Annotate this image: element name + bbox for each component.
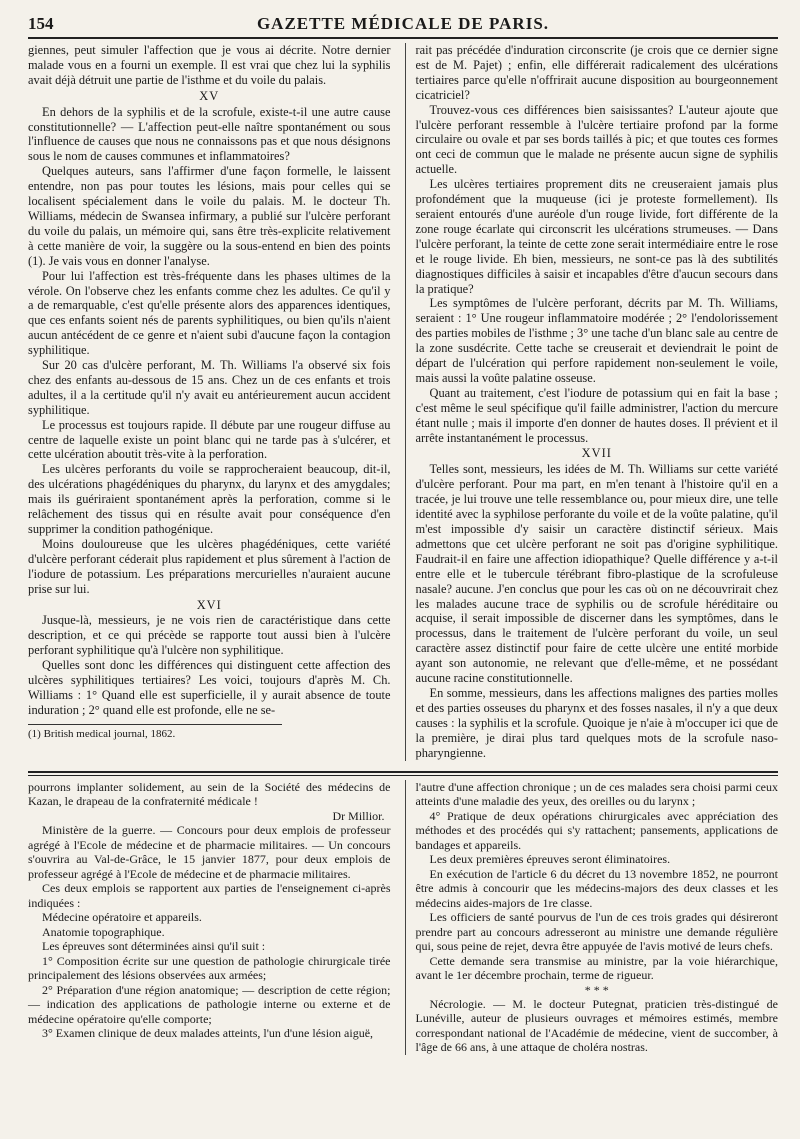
section-divider [28, 775, 778, 776]
paragraph: Les épreuves sont déterminées ainsi qu'il suit : [42, 939, 266, 953]
lower-right-column [405, 780, 779, 1055]
upper-right-column [405, 43, 779, 761]
paragraph: Nécrologie. — M. le docteur Putegnat, praticien très-distingué de Lunéville, auteur de plusieurs ouvrages et mémoires estimés, membre correspondant national de l'Académie de médecine, vient de succomber, à l'âge de 66 ans, à une attaque de choléra nostras. [415, 996, 778, 1054]
paragraph: Le processus est toujours rapide. Il débute par une rougeur diffuse au centre de laquelle existe un point blanc qui ne tarde pas à s'ulcérer, et cette ulcération aboutit très-vite à la perforation. [28, 417, 391, 462]
paragraph: Ces deux emplois se rapportent aux parties de l'enseignement ci-après indiquées : [28, 881, 391, 910]
paragraph: giennes, peut simuler l'affection que je vous ai décrite. Notre dernier malade vous en a fourni un exemple. Il est vrai que chez lui la syphilis avait déjà détruit une partie de l'isthme et du voile du palais. [28, 43, 391, 87]
footnote: (1) British medical journal, 1862. [28, 724, 282, 741]
separator-stars: * * * [584, 982, 609, 997]
page-number: 154 [28, 14, 54, 33]
paragraph: Ministère de la guerre. — Concours pour deux emplois de professeur agrégé à l'Ecole de médecine et de pharmacie militaires. — Un concours s'ouvrira au Val-de-Grâce, le 15 janvier 1877, pour deux emplois de professeur agrégé à l'Ecole de médecine et de pharmacie militaires. [28, 823, 391, 881]
paragraph: Les deux premières épreuves seront éliminatoires. [429, 852, 671, 866]
upper-left-column [28, 43, 391, 761]
section-divider [28, 771, 778, 773]
paragraph: 3° Examen clinique de deux malades atteints, l'un d'une lésion aiguë, [42, 1026, 374, 1040]
signature: Dr Millior. [332, 808, 385, 823]
paragraph: rait pas précédée d'induration circonscrite (je crois que ce dernier signe est de M. Pajet) ; enfin, elle différerait radicalement des ulcérations tertiaires parce qu'elle n'offrirait aucune disposition au bourgeonnement cicatriciel? [415, 43, 778, 102]
lower-columns [28, 780, 778, 1055]
lower-left-column [28, 780, 391, 1055]
paragraph: En dehors de la syphilis et de la scrofule, existe-t-il une autre cause constitutionnelle? — L'affection peut-elle naître spontanément ou sous l'influence de causes que nous ne connaissons pas et que nous désignons sous le nom de causes communes et inflammatoires? [28, 104, 391, 164]
paragraph: Médecine opératoire et appareils. [42, 910, 202, 924]
paragraph: Anatomie topographique. [42, 924, 165, 939]
paragraph: Pour lui l'affection est très-fréquente dans les phases ultimes de la vérole. On l'observe chez les enfants comme chez les adultes. Ce qu'il y a de remarquable, c'est qu'elle présente alors des apparences identiques, que ces enfants soient nés de parents syphilitiques, ou bien qu'ils n'aient aucun antécédent de ce genre et n'aient subi d'aucune façon la contagion syphilitique. [28, 268, 391, 358]
paragraph: Quelques auteurs, sans l'affirmer d'une façon formelle, le laissent entendre, non pas pour toutes les lésions, mais pour celles qui se localisent spécialement dans le voile du palais. M. le docteur Th. Williams, médecin de Swansea infirmary, a publié sur l'ulcère perforant du voile du palais, un mémoire qui, sans être très-explicite relativement à cette manière de voir, la suggère ou la sous-entend en bien des points (1). Je vais vous en donner l'analyse. [28, 164, 391, 268]
paragraph: Les ulcères tertiaires proprement dits ne creuseraient jamais plus profondément que la muqueuse (ici je proteste formellement). Ils seraient entourés d'une auréole d'un rouge livide, fort différente de la zone rouge écarlate qui circonscrit les ulcérations strumeuses. — Dans l'ulcère perforant, la teinte de cette zone serait intermédiaire entre le rose et le rouge livide. Eh bien, messieurs, ne sont-ce pas là des subtilités diagnostiques difficiles à saisir et incapables d'être d'aucun secours dans la pratique? [415, 177, 778, 296]
paragraph: 1° Composition écrite sur une question de pathologie chirurgicale tirée principalement des lésions observées aux armées; [28, 953, 391, 982]
paragraph: 2° Préparation d'une région anatomique; — description de cette région; — indication des applications de pathologie interne ou externe et de médecine opératoire qu'elle comporte; [28, 982, 391, 1026]
paragraph: Cette demande sera transmise au ministre, par la voie hiérarchique, avant le 1er décembre prochain, terme de rigueur. [415, 953, 778, 982]
paragraph: Trouvez-vous ces différences bien saisissantes? L'auteur ajoute que l'ulcère perforant ressemble à l'ulcère tertiaire profond par la forme circulaire ou ovale et par ses bords taillés à pic; et que toutes ces formes ont ceci de commun que le malade ne présente aucun signe de syphilis actuelle. [415, 102, 778, 177]
section-number: XVII [581, 446, 612, 461]
paragraph: 4° Pratique de deux opérations chirurgicales avec appréciation des méthodes et des procédés qui s'y rattachent; pansements, applications de bandages et appareils. [415, 808, 778, 852]
paragraph: Quant au traitement, c'est l'iodure de potassium qui en fait la base ; c'est même le seul spécifique qu'il faille administrer, l'action du mercure étant nulle ; mais il importe d'en donner de hautes doses. Il prévient et il arrête instantanément le processus. [415, 385, 778, 445]
paragraph: Moins douloureuse que les ulcères phagédéniques, cette variété d'ulcère perforant céderait plus rapidement et plus sûrement à l'action de l'iodure de potassium. Les préparations mercurielles n'auraient aucune prise sur lui. [28, 536, 391, 596]
paragraph: En exécution de l'article 6 du décret du 13 novembre 1852, ne pourront être admis à concourir que les médecins-majors des deux classes et les médecins aides-majors de 1re classe. [415, 866, 778, 910]
paragraph: Telles sont, messieurs, les idées de M. Th. Williams sur cette variété d'ulcère perforant. Pour ma part, en m'en tenant à l'histoire qu'il en a tracée, je lui trouve une telle ressemblance ou, pour mieux dire, une telle identité avec la syphilose perforante du voile et de la voûte palatine, qu'il m'est impossible d'y saisir un caractère distinctif sérieux. Mais admettons que cet ulcère perforant ne soit pas d'origine syphilitique. Faudrait-il en faire une affection idiopathique? Quelle différence y a-t-il entre elle et le tubercule térébrant fibro-plastique de la scrofuleuse nasale? aucune. J'en conclus que pour les cas où on ne découvrirait chez les malades aucune trace de syphilis ou de scrofule héréditaire ou acquise, il serait impossible de discerner dans les symptômes, dans le processus, dans le traitement de l'ulcère perforant du voile, un seul caractère assez distinctif pour faire de cette ulcère une entité morbide ayant son autonomie, ne relevant que d'elle-même, et ne possédant aucune racine constitutionnelle. [415, 462, 778, 686]
section-number: XVI [196, 597, 222, 612]
paragraph: Les ulcères perforants du voile se rapprocheraient beaucoup, dit-il, des ulcérations phagédéniques du pharynx, du larynx et des amygdales; mais ils guériraient spontanément après la perforation, comme si le relâchement des tissus qui en résulte avait pour conséquence d'en supprimer la condition pathogénique. [28, 462, 391, 536]
upper-columns [28, 43, 778, 761]
paragraph: Jusque-là, messieurs, je ne vois rien de caractéristique dans cette description, et ce qui précède se rapporte tout aussi bien à l'ulcère perforant syphilitique qu'à l'ulcère non syphilitique. [28, 613, 391, 658]
paragraph: En somme, messieurs, dans les affections malignes des parties molles et des parties osseuses du pharynx et des fosses nasales, il n'y a que deux causes : la syphilis et la scrofule. Quoique je n'aie à m'occuper ici que de la première, je dirai plus tard quelques mots de la scrofule naso-pharyngienne. [415, 685, 778, 760]
paragraph: l'autre d'une affection chronique ; un de ces malades sera choisi parmi ceux atteints d'une maladie des yeux, des oreilles ou du larynx ; [415, 779, 778, 808]
paragraph: pourrons implanter solidement, au sein de la Société des médecins de Kazan, le drapeau de la confraternité médicale ! [28, 779, 391, 808]
section-number: XV [199, 88, 220, 103]
page-header [28, 14, 778, 39]
paragraph: Les officiers de santé pourvus de l'un de ces trois grades qui désireront prendre part au concours adresseront au ministre une demande régulière qui, sous peine de rejet, devra être appuyée de l'avis motivé de leurs chefs. [415, 910, 778, 953]
paragraph: Sur 20 cas d'ulcère perforant, M. Th. Williams l'a observé six fois chez des enfants au-dessous de 15 ans. Chez un de ces enfants et trois adultes, il a la certitude qu'il n'y avait eu antérieurement aucun accident syphilitique. [28, 358, 391, 417]
paragraph: Quelles sont donc les différences qui distinguent cette affection des ulcères syphilitiques tertiaires? Les voici, toujours d'après M. Ch. Williams : 1° Quand elle est superficielle, il y aurait absence de toute induration ; 2° quand elle est profonde, elle ne se- [28, 658, 391, 717]
journal-title: GAZETTE MÉDICALE DE PARIS. [256, 14, 550, 33]
paragraph: Les symptômes de l'ulcère perforant, décrits par M. Th. Williams, seraient : 1° Une rougeur inflammatoire modérée ; 2° l'endolorissement des parties mobiles de l'isthme ; 3° une tache d'un blanc sale au centre de la zone susdécrite. Cette tache se creuserait et deviendrait le point de départ de l'ulcération qui perfore rapidement non-seulement le voile, mais aussi la voûte palatine osseuse. [415, 296, 778, 385]
